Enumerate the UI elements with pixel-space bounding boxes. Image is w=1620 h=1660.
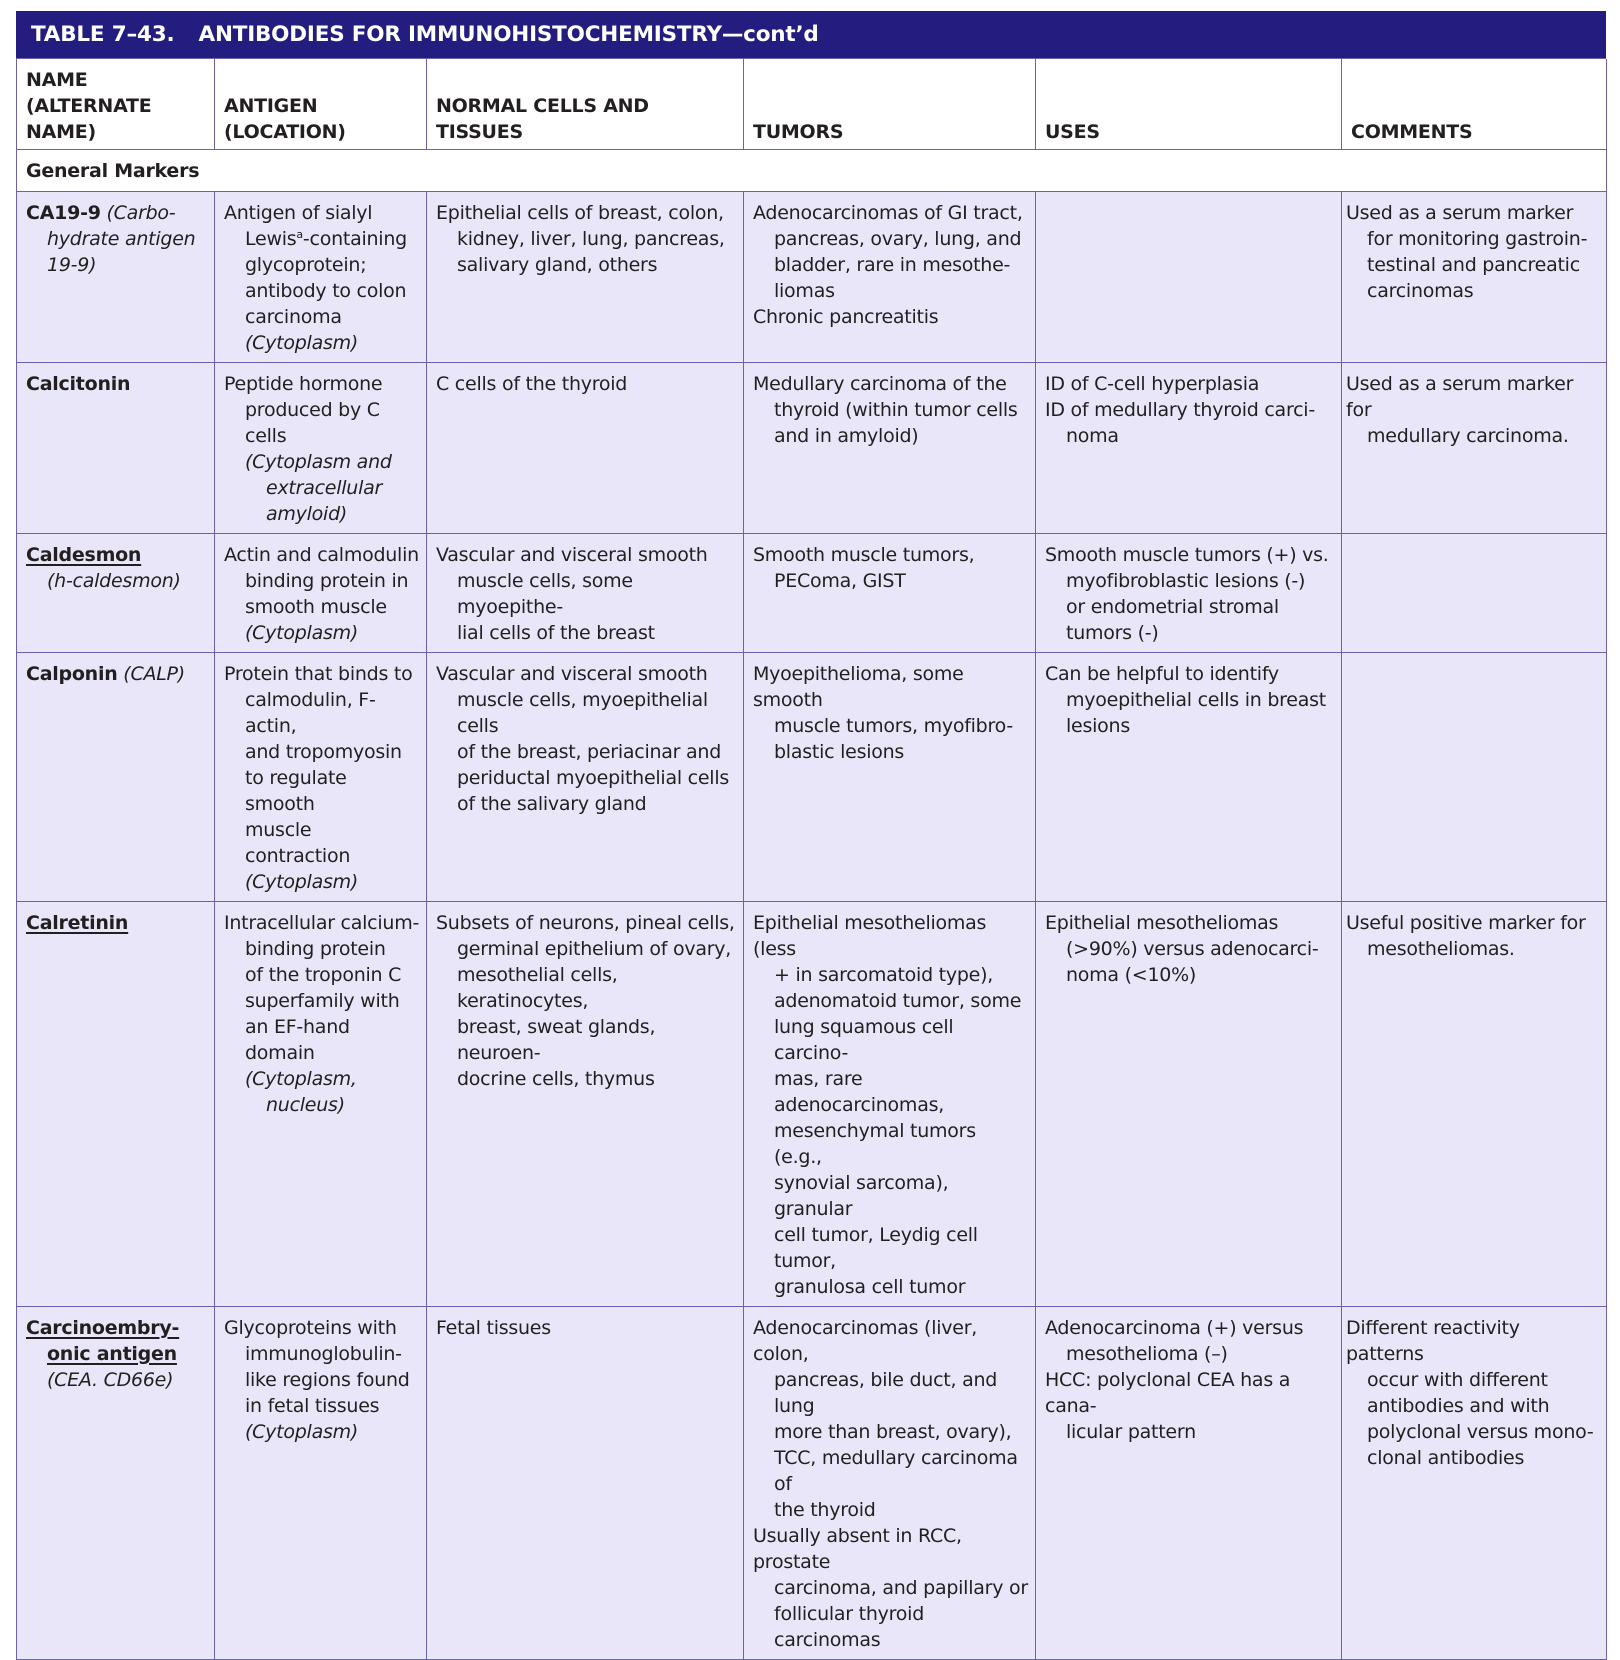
uses-line-text: Smooth muscle tumors (+) vs. bbox=[1045, 544, 1329, 566]
antigen-line bbox=[224, 1341, 420, 1367]
uses-line-text: ID of medullary thyroid carci- bbox=[1045, 399, 1315, 421]
uses-line bbox=[1045, 1419, 1335, 1445]
comments-line: polyclonal versus mono- bbox=[1367, 1421, 1594, 1443]
normal-line: of the breast, periacinar and bbox=[457, 741, 722, 763]
tumors-line-text: Adenocarcinomas of GI tract, bbox=[753, 202, 1023, 224]
antigen-line bbox=[224, 620, 420, 646]
comments-line: Used as a serum marker for bbox=[1346, 373, 1574, 421]
uses-line bbox=[1045, 713, 1335, 739]
uses-cell bbox=[1036, 902, 1342, 1307]
header-comments-label: COMMENTS bbox=[1351, 121, 1473, 143]
antigen-cell bbox=[215, 653, 427, 902]
tumors-cell bbox=[744, 363, 1036, 534]
antigen-line bbox=[224, 330, 420, 356]
uses-line bbox=[1045, 661, 1335, 687]
header-uses-label: USES bbox=[1045, 121, 1100, 143]
tumors-cell bbox=[744, 534, 1036, 653]
marker-name-cell bbox=[17, 902, 215, 1307]
marker-name-line bbox=[26, 910, 208, 936]
antigen-line bbox=[224, 1315, 420, 1341]
tumors-line-text: Smooth muscle tumors, bbox=[753, 544, 975, 566]
uses-line-text: mesothelioma (–) bbox=[1066, 1343, 1228, 1365]
normal-line: muscle cells, myoepithelial cells bbox=[457, 689, 708, 737]
tumors-line bbox=[753, 1419, 1029, 1445]
header-normal-label: NORMAL CELLS AND TISSUES bbox=[436, 95, 649, 143]
marker-alt-name: (h-caldesmon) bbox=[47, 570, 181, 592]
antigen-line bbox=[224, 475, 420, 501]
antigen-cell bbox=[215, 192, 427, 363]
antigen-line-text: nucleus) bbox=[266, 1094, 345, 1116]
uses-cell bbox=[1036, 534, 1342, 653]
tumors-line bbox=[753, 1066, 1029, 1118]
tumors-line bbox=[753, 1497, 1029, 1523]
marker-alt-name: (CALP) bbox=[117, 663, 185, 685]
antigen-line bbox=[224, 988, 420, 1014]
antibody-table bbox=[16, 11, 1606, 1660]
antigen-line-suffix: -containing bbox=[302, 228, 407, 250]
table-grid bbox=[16, 58, 1606, 1660]
antigen-line bbox=[224, 371, 420, 397]
uses-line bbox=[1045, 1367, 1335, 1419]
antigen-line-text: Glycoproteins with bbox=[224, 1317, 397, 1339]
header-normal-cells bbox=[427, 59, 744, 150]
tumors-line bbox=[753, 397, 1029, 423]
antigen-line bbox=[224, 226, 420, 252]
tumors-line bbox=[753, 1315, 1029, 1367]
uses-line bbox=[1045, 936, 1335, 962]
tumors-line bbox=[753, 1014, 1029, 1066]
comments-line: Different reactivity patterns bbox=[1346, 1317, 1520, 1365]
comments-line: clonal antibodies bbox=[1367, 1447, 1525, 1469]
tumors-line-text: the thyroid bbox=[774, 1499, 876, 1521]
normal-cells-cell bbox=[427, 534, 744, 653]
table-title-bar bbox=[16, 11, 1606, 58]
tumors-line bbox=[753, 661, 1029, 713]
tumors-line bbox=[753, 542, 1029, 568]
uses-line-text: noma (<10%) bbox=[1066, 964, 1197, 986]
antigen-line-text: Peptide hormone bbox=[224, 373, 383, 395]
tumors-line bbox=[753, 371, 1029, 397]
antigen-line-text: muscle contraction bbox=[245, 819, 351, 867]
header-tumors bbox=[744, 59, 1036, 150]
normal-line: germinal epithelium of ovary, bbox=[457, 938, 732, 960]
uses-cell bbox=[1036, 653, 1342, 902]
tumors-line-text: Epithelial mesotheliomas (less bbox=[753, 912, 987, 960]
antigen-line bbox=[224, 1092, 420, 1118]
uses-cell bbox=[1036, 1307, 1342, 1660]
tumors-line-text: Usually absent in RCC, prostate bbox=[753, 1525, 962, 1573]
comments-line: for monitoring gastroin- bbox=[1367, 228, 1588, 250]
comments-line: carcinomas bbox=[1367, 280, 1474, 302]
tumors-line bbox=[753, 1523, 1029, 1575]
tumors-line bbox=[753, 1445, 1029, 1497]
antigen-line bbox=[224, 304, 420, 330]
antigen-line-text: smooth muscle bbox=[245, 596, 387, 618]
marker-name: Carcinoembry- bbox=[26, 1317, 180, 1339]
header-name-line: NAME) bbox=[26, 121, 96, 143]
antigen-line-text: antibody to colon bbox=[245, 280, 407, 302]
antigen-line bbox=[224, 397, 420, 449]
antigen-line bbox=[224, 687, 420, 739]
header-tumors-label: TUMORS bbox=[753, 121, 844, 143]
marker-name: CA19-9 bbox=[26, 202, 101, 224]
tumors-line bbox=[753, 200, 1029, 226]
tumors-line-text: TCC, medullary carcinoma of bbox=[774, 1447, 1018, 1495]
comments-line: medullary carcinoma. bbox=[1367, 425, 1569, 447]
table-title: ANTIBODIES FOR IMMUNOHISTOCHEMISTRY—cont’d bbox=[198, 22, 819, 47]
comments-line: testinal and pancreatic bbox=[1367, 254, 1580, 276]
antigen-line-text: calmodulin, F-actin, bbox=[245, 689, 376, 737]
comments-cell bbox=[1342, 363, 1607, 534]
antigen-line-text: binding protein bbox=[245, 938, 386, 960]
marker-name-cell bbox=[17, 534, 215, 653]
tumors-line-text: pancreas, bile duct, and lung bbox=[774, 1369, 998, 1417]
table-number: TABLE 7–43. bbox=[31, 22, 175, 47]
comments-line: mesotheliomas. bbox=[1367, 938, 1515, 960]
normal-cells-cell bbox=[427, 363, 744, 534]
antigen-line-text: (Cytoplasm, bbox=[245, 1068, 357, 1090]
normal-line: muscle cells, some myoepithe- bbox=[457, 570, 633, 618]
marker-alt-name: 19-9) bbox=[47, 254, 97, 276]
antigen-line bbox=[224, 200, 420, 226]
normal-line: Vascular and visceral smooth bbox=[436, 544, 708, 566]
uses-cell bbox=[1036, 192, 1342, 363]
uses-line bbox=[1045, 371, 1335, 397]
comments-line: Useful positive marker for bbox=[1346, 912, 1586, 934]
antigen-line-text: of the troponin C bbox=[245, 964, 402, 986]
antigen-line-text: Intracellular calcium- bbox=[224, 912, 420, 934]
tumors-line bbox=[753, 1274, 1029, 1300]
antigen-line bbox=[224, 542, 420, 568]
antigen-cell bbox=[215, 363, 427, 534]
marker-name-cell bbox=[17, 192, 215, 363]
antigen-line bbox=[224, 1066, 420, 1092]
tumors-line-text: Medullary carcinoma of the bbox=[753, 373, 1007, 395]
antigen-line-text: Actin and calmodulin bbox=[224, 544, 419, 566]
marker-name: Caldesmon bbox=[26, 544, 142, 566]
antigen-line-text: amyloid) bbox=[266, 503, 348, 525]
uses-line-text: or endometrial stromal bbox=[1066, 596, 1279, 618]
comments-line: antibodies and with bbox=[1367, 1395, 1550, 1417]
uses-line bbox=[1045, 423, 1335, 449]
antigen-line bbox=[224, 817, 420, 869]
uses-cell bbox=[1036, 363, 1342, 534]
marker-name-cell bbox=[17, 1307, 215, 1660]
uses-line-text: myoepithelial cells in breast bbox=[1066, 689, 1326, 711]
tumors-line bbox=[753, 278, 1029, 304]
uses-line bbox=[1045, 1315, 1335, 1341]
comments-cell bbox=[1342, 192, 1607, 363]
tumors-line-text: cell tumor, Leydig cell tumor, bbox=[774, 1224, 978, 1272]
tumors-line bbox=[753, 713, 1029, 739]
normal-line: of the salivary gland bbox=[457, 793, 647, 815]
uses-line bbox=[1045, 910, 1335, 936]
header-antigen-line: (LOCATION) bbox=[224, 121, 346, 143]
comments-line: occur with different bbox=[1367, 1369, 1548, 1391]
antigen-line bbox=[224, 501, 420, 527]
normal-line: Fetal tissues bbox=[436, 1317, 551, 1339]
antigen-line bbox=[224, 910, 420, 936]
tumors-line bbox=[753, 226, 1029, 252]
uses-line bbox=[1045, 397, 1335, 423]
uses-line-text: lesions bbox=[1066, 715, 1130, 737]
antigen-line-text: Protein that binds to bbox=[224, 663, 413, 685]
normal-cells-cell bbox=[427, 653, 744, 902]
tumors-line-text: follicular thyroid carcinomas bbox=[774, 1603, 925, 1651]
header-antigen-line: ANTIGEN bbox=[224, 95, 318, 117]
tumors-line-text: mas, rare adenocarcinomas, bbox=[774, 1068, 945, 1116]
normal-line: breast, sweat glands, neuroen- bbox=[457, 1016, 656, 1064]
uses-line-text: tumors (-) bbox=[1066, 622, 1159, 644]
antigen-line bbox=[224, 661, 420, 687]
uses-line-text: (>90%) versus adenocarci- bbox=[1066, 938, 1319, 960]
tumors-line-text: Adenocarcinomas (liver, colon, bbox=[753, 1317, 978, 1365]
antigen-line bbox=[224, 594, 420, 620]
antigen-line-text: in fetal tissues bbox=[245, 1395, 380, 1417]
tumors-line bbox=[753, 910, 1029, 962]
normal-line: lial cells of the breast bbox=[457, 622, 655, 644]
tumors-line bbox=[753, 962, 1029, 988]
uses-line bbox=[1045, 687, 1335, 713]
tumors-line-text: more than breast, ovary), bbox=[774, 1421, 1012, 1443]
uses-line-text: HCC: polyclonal CEA has a cana- bbox=[1045, 1369, 1291, 1417]
antigen-line-text: Antigen of sialyl bbox=[224, 202, 373, 224]
antigen-line-text: like regions found bbox=[245, 1369, 410, 1391]
tumors-line bbox=[753, 1575, 1029, 1601]
uses-line-text: Adenocarcinoma (+) versus bbox=[1045, 1317, 1304, 1339]
tumors-line bbox=[753, 1222, 1029, 1274]
normal-cells-cell bbox=[427, 902, 744, 1307]
section-label: General Markers bbox=[17, 150, 1607, 192]
superscript: a bbox=[296, 228, 303, 241]
tumors-line-text: synovial sarcoma), granular bbox=[774, 1172, 949, 1220]
antigen-line-text: (Cytoplasm) bbox=[245, 332, 359, 354]
tumors-line bbox=[753, 568, 1029, 594]
antigen-line-text: superfamily with bbox=[245, 990, 400, 1012]
tumors-line-text: lung squamous cell carcino- bbox=[774, 1016, 954, 1064]
antigen-line-text: (Cytoplasm) bbox=[245, 1421, 359, 1443]
tumors-line bbox=[753, 304, 1029, 330]
tumors-line-text: carcinoma, and papillary or bbox=[774, 1577, 1028, 1599]
tumors-line bbox=[753, 988, 1029, 1014]
antigen-line-text: carcinoma bbox=[245, 306, 342, 328]
uses-line bbox=[1045, 594, 1335, 620]
antigen-line-text: and tropomyosin bbox=[245, 741, 402, 763]
tumors-line-text: Chronic pancreatitis bbox=[753, 306, 939, 328]
marker-name: Calcitonin bbox=[26, 373, 131, 395]
normal-line: kidney, liver, lung, pancreas, bbox=[457, 228, 725, 250]
normal-line: docrine cells, thymus bbox=[457, 1068, 655, 1090]
antigen-line bbox=[224, 278, 420, 304]
tumors-line-text: Myoepithelioma, some smooth bbox=[753, 663, 964, 711]
tumors-line bbox=[753, 1601, 1029, 1653]
antigen-cell bbox=[215, 1307, 427, 1660]
tumors-line bbox=[753, 1118, 1029, 1170]
tumors-line-text: thyroid (within tumor cells bbox=[774, 399, 1018, 421]
tumors-line bbox=[753, 739, 1029, 765]
marker-name-line bbox=[26, 200, 208, 226]
antigen-line bbox=[224, 739, 420, 765]
marker-name-line bbox=[26, 371, 208, 397]
antigen-line-text: extracellular bbox=[266, 477, 383, 499]
marker-alt-name: (Carbo- bbox=[100, 202, 176, 224]
antigen-line-text: glycoprotein; bbox=[245, 254, 367, 276]
antigen-line bbox=[224, 1419, 420, 1445]
marker-alt-name: (CEA. CD66e) bbox=[47, 1369, 174, 1391]
tumors-line bbox=[753, 1170, 1029, 1222]
header-name-line: NAME bbox=[26, 69, 88, 91]
antigen-line bbox=[224, 1367, 420, 1393]
antigen-line-text: Lewis bbox=[245, 228, 297, 250]
antigen-cell bbox=[215, 534, 427, 653]
marker-name-cell bbox=[17, 653, 215, 902]
header-comments bbox=[1342, 59, 1607, 150]
uses-line-text: myofibroblastic lesions (-) bbox=[1066, 570, 1306, 592]
marker-name-cell bbox=[17, 363, 215, 534]
tumors-line-text: blastic lesions bbox=[774, 741, 905, 763]
antigen-line bbox=[224, 962, 420, 988]
marker-name-line bbox=[26, 661, 208, 687]
marker-alt-name: hydrate antigen bbox=[47, 228, 196, 250]
marker-name-line bbox=[26, 542, 208, 568]
normal-line: Subsets of neurons, pineal cells, bbox=[436, 912, 735, 934]
tumors-line-text: pancreas, ovary, lung, and bbox=[774, 228, 1022, 250]
normal-line: Epithelial cells of breast, colon, bbox=[436, 202, 724, 224]
tumors-line bbox=[753, 1367, 1029, 1419]
antigen-line-text: (Cytoplasm) bbox=[245, 871, 359, 893]
uses-line-text: licular pattern bbox=[1066, 1421, 1196, 1443]
antigen-line-text: (Cytoplasm and bbox=[245, 451, 392, 473]
antigen-cell bbox=[215, 902, 427, 1307]
normal-line: salivary gland, others bbox=[457, 254, 658, 276]
antigen-line-text: to regulate smooth bbox=[245, 767, 347, 815]
normal-line: mesothelial cells, keratinocytes, bbox=[457, 964, 618, 1012]
comments-cell bbox=[1342, 534, 1607, 653]
tumors-line bbox=[753, 423, 1029, 449]
header-name bbox=[17, 59, 215, 150]
tumors-line-text: bladder, rare in mesothe- bbox=[774, 254, 1011, 276]
antigen-line bbox=[224, 936, 420, 962]
tumors-line-text: muscle tumors, myofibro- bbox=[774, 715, 1013, 737]
header-name-line: (ALTERNATE bbox=[26, 95, 152, 117]
header-antigen bbox=[215, 59, 427, 150]
tumors-line-text: mesenchymal tumors (e.g., bbox=[774, 1120, 976, 1168]
antigen-line-text: binding protein in bbox=[245, 570, 409, 592]
normal-cells-cell bbox=[427, 1307, 744, 1660]
antigen-line bbox=[224, 765, 420, 817]
marker-name: Calretinin bbox=[26, 912, 129, 934]
comments-cell bbox=[1342, 1307, 1607, 1660]
comments-cell bbox=[1342, 902, 1607, 1307]
antigen-line-text: (Cytoplasm) bbox=[245, 622, 359, 644]
tumors-line-text: PEComa, GIST bbox=[774, 570, 906, 592]
normal-cells-cell bbox=[427, 192, 744, 363]
marker-name: onic antigen bbox=[47, 1343, 177, 1365]
normal-line: periductal myoepithelial cells bbox=[457, 767, 729, 789]
antigen-line bbox=[224, 1393, 420, 1419]
uses-line bbox=[1045, 568, 1335, 594]
normal-line: C cells of the thyroid bbox=[436, 373, 628, 395]
antigen-line bbox=[224, 449, 420, 475]
normal-line: Vascular and visceral smooth bbox=[436, 663, 708, 685]
uses-line bbox=[1045, 620, 1335, 646]
marker-name: Calponin bbox=[26, 663, 118, 685]
comments-line: Used as a serum marker bbox=[1346, 202, 1574, 224]
uses-line bbox=[1045, 542, 1335, 568]
antigen-line-text: produced by C cells bbox=[245, 399, 380, 447]
tumors-cell bbox=[744, 653, 1036, 902]
uses-line-text: Can be helpful to identify bbox=[1045, 663, 1279, 685]
antigen-line bbox=[224, 252, 420, 278]
tumors-line-text: adenomatoid tumor, some bbox=[774, 990, 1022, 1012]
tumors-cell bbox=[744, 1307, 1036, 1660]
tumors-line bbox=[753, 252, 1029, 278]
uses-line-text: Epithelial mesotheliomas bbox=[1045, 912, 1279, 934]
antigen-line bbox=[224, 869, 420, 895]
tumors-line-text: + in sarcomatoid type), bbox=[774, 964, 994, 986]
tumors-line-text: liomas bbox=[774, 280, 835, 302]
uses-line-text: ID of C-cell hyperplasia bbox=[1045, 373, 1260, 395]
uses-line-text: noma bbox=[1066, 425, 1119, 447]
uses-line bbox=[1045, 962, 1335, 988]
antigen-line-text: immunoglobulin- bbox=[245, 1343, 402, 1365]
header-uses bbox=[1036, 59, 1342, 150]
tumors-cell bbox=[744, 192, 1036, 363]
tumors-line-text: granulosa cell tumor bbox=[774, 1276, 966, 1298]
uses-line bbox=[1045, 1341, 1335, 1367]
antigen-line bbox=[224, 1014, 420, 1066]
tumors-line-text: and in amyloid) bbox=[774, 425, 919, 447]
tumors-cell bbox=[744, 902, 1036, 1307]
antigen-line bbox=[224, 568, 420, 594]
antigen-line-text: an EF-hand domain bbox=[245, 1016, 350, 1064]
comments-cell bbox=[1342, 653, 1607, 902]
